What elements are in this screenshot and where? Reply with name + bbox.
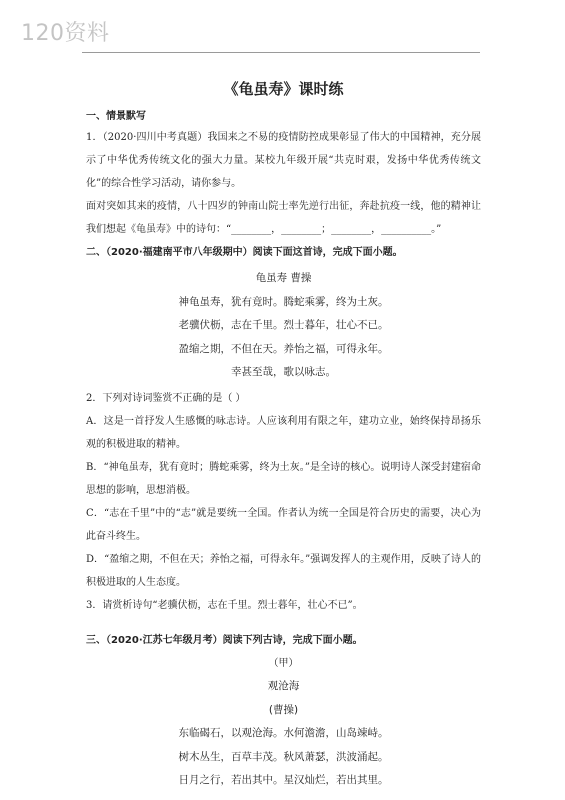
poem-2-line: 树木丛生，百草丰茂。秋风萧瑟，洪波涌起。	[178, 750, 389, 763]
section-2-heading: 二、（2020·福建南平市八年级期中）阅读下面这首诗，完成下面小题。	[86, 247, 403, 258]
poem-2-label: （甲）	[268, 657, 299, 669]
question-1-text: 面对突如其来的疫情，八十四岁的钟南山院士率先逆行出征，奔赴抗疫一线，他的精神让我们想起《龟虽寿》中的诗句：“________，________；________，__________。”	[86, 201, 481, 235]
poem-1-line: 老骥伏枥，志在千里。烈士暮年，壮心不已。	[178, 319, 389, 331]
option-c: C．“志在千里”中的“志”就是要统一全国。作者认为统一全国是符合历史的需要，决心为此奋斗终生。	[86, 507, 481, 542]
watermark: 120资料	[21, 21, 110, 46]
option-a: A．这是一首抒发人生感慨的咏志诗。人应该利用有限之年，建功立业，始终保持昂扬乐观的积极进取的精神。	[86, 415, 481, 450]
option-b: B．“神龟虽寿，犹有竟时；腾蛇乘雾，终为土灰。”是全诗的核心。说明诗人深受封建宿命思想的影响，思想消极。	[86, 461, 481, 496]
option-d: D．“盈缩之期，不但在天；养怡之福，可得永年。”强调发挥人的主观作用，反映了诗人的积极进取的人生态度。	[86, 553, 481, 588]
poem-2-line: 东临碣石，以观沧海。水何澹澹，山岛竦峙。	[178, 727, 389, 739]
poem-2-title: 观沧海	[267, 680, 300, 692]
page-title: 《龟虽寿》课时练	[223, 80, 344, 98]
poem-1	[86, 267, 481, 385]
question-3: 3．请赏析诗句“老骥伏枥，志在千里。烈士暮年，壮心不已”。	[86, 599, 363, 611]
poem-2	[86, 652, 481, 793]
question-2-stem: 2．下列对诗词鉴赏不正确的是（ ）	[86, 392, 246, 404]
poem-1-line: 幸甚至哉，歌以咏志。	[231, 366, 336, 378]
question-1-prompt: 1．（2020·四川中考真题）我国来之不易的疫情防控成果彰显了伟大的中国精神，充分展示了中华优秀传统文化的强大力量。某校九年级开展“共克时艰，发扬中华优秀传统文化”的综合性学习活动，请你参与。	[86, 132, 481, 189]
document-body	[86, 78, 481, 793]
poem-2-line: 日月之行，若出其中。星汉灿烂，若出其里。	[178, 774, 389, 786]
poem-2-author: (曹操)	[268, 703, 299, 716]
section-1-heading: 一、情景默写	[86, 111, 146, 122]
poem-1-line: 神龟虽寿，犹有竟时。腾蛇乘雾，终为土灰。	[178, 295, 389, 308]
poem-1-line: 盈缩之期，不但在天。养怡之福，可得永年。	[178, 342, 389, 355]
header-rule	[82, 52, 480, 53]
poem-1-title: 龟虽寿 曹操	[255, 272, 312, 284]
section-3-heading: 三、（2020·江苏七年级月考）阅读下列古诗，完成下面小题。	[86, 634, 363, 646]
